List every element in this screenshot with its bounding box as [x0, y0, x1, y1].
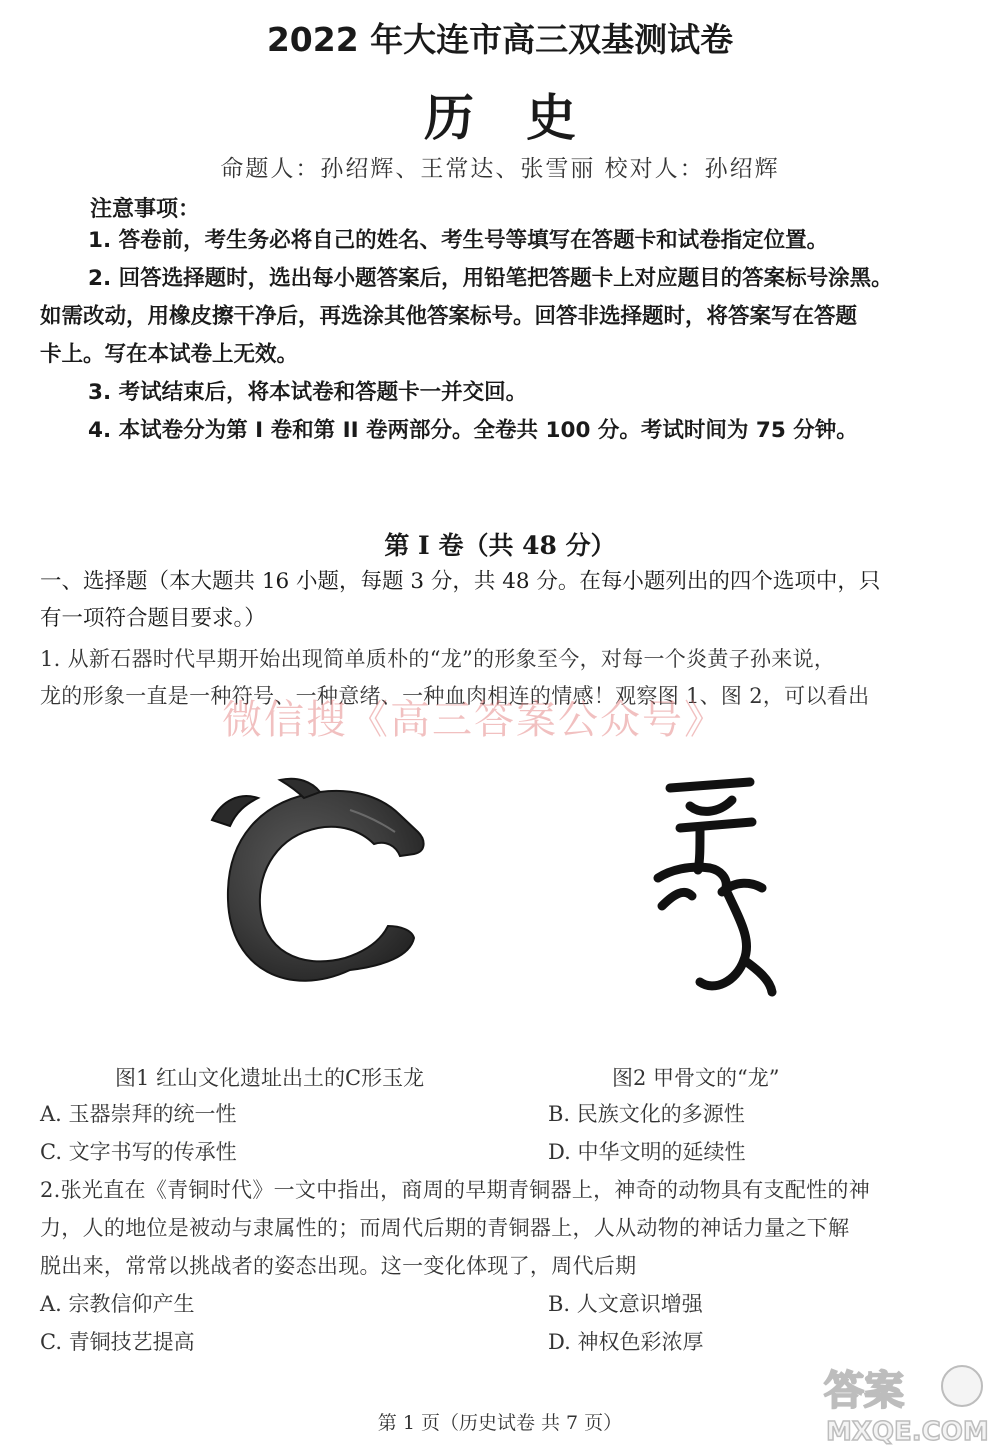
site-logo	[820, 1360, 990, 1448]
q1-option-d[interactable]: D. 中华文明的延续性	[548, 1140, 746, 1164]
logo-text-main: 答案	[824, 1368, 904, 1414]
section-title: 第 I 卷（共 48 分）	[384, 531, 616, 560]
oracle-bone-dragon-figure	[640, 770, 790, 1010]
logo-text-domain: MXQE.COM	[826, 1417, 989, 1447]
q1-line-2: 龙的形象一直是一种符号、一种意绪、一种血肉相连的情感！观察图 1、图 2，可以看出	[40, 684, 870, 708]
note-line-2: 2. 回答选择题时，选出每小题答案后，用铅笔把答题卡上对应题目的答案标号涂黑。	[88, 266, 893, 291]
note-line-4: 卡上。写在本试卷上无效。	[40, 342, 299, 367]
q1-option-b[interactable]: B. 民族文化的多源性	[548, 1102, 745, 1126]
note-line-1: 1. 答卷前，考生务必将自己的姓名、考生号等填写在答题卡和试卷指定位置。	[88, 228, 829, 253]
q2-option-c[interactable]: C. 青铜技艺提高	[40, 1330, 195, 1354]
section-instructions-1: 一、选择题（本大题共 16 小题，每题 3 分，共 48 分。在每小题列出的四个选项中，只	[40, 569, 881, 594]
note-line-5: 3. 考试结束后，将本试卷和答题卡一并交回。	[88, 380, 528, 405]
q1-option-c[interactable]: C. 文字书写的传承性	[40, 1140, 237, 1164]
q2-line-3: 脱出来，常常以挑战者的姿态出现。这一变化体现了，周代后期	[40, 1254, 637, 1278]
q2-option-a[interactable]: A. 宗教信仰产生	[40, 1292, 195, 1316]
notes-heading: 注意事项：	[90, 197, 201, 222]
note-line-3: 如需改动，用橡皮擦干净后，再选涂其他答案标号。回答非选择题时，将答案写在答题	[40, 304, 858, 329]
q1-line-1: 1. 从新石器时代早期开始出现简单质朴的“龙”的形象至今，对每一个炎黄子孙来说，	[40, 647, 836, 671]
jade-dragon-figure	[200, 770, 440, 1010]
page-footer: 第 1 页（历史试卷 共 7 页）	[377, 1412, 623, 1434]
q2-line-1: 2.张光直在《青铜时代》一文中指出，商周的早期青铜器上，神奇的动物具有支配性的神	[40, 1178, 871, 1202]
note-line-6: 4. 本试卷分为第 I 卷和第 II 卷两部分。全卷共 100 分。考试时间为 75 分钟。	[88, 418, 858, 443]
exam-title: 2022 年大连市高三双基测试卷	[266, 20, 734, 59]
fig1-caption: 图1 红山文化遗址出土的C形玉龙	[115, 1066, 425, 1090]
subject-title: 历史	[424, 89, 628, 147]
watermark-text: 微信搜《高三答案公众号》	[222, 697, 726, 743]
section-instructions-2: 有一项符合题目要求。）	[40, 606, 266, 631]
q2-line-2: 力，人的地位是被动与隶属性的；而周代后期的青铜器上，人从动物的神话力量之下解	[40, 1216, 850, 1240]
q2-option-d[interactable]: D. 神权色彩浓厚	[548, 1330, 704, 1354]
q2-option-b[interactable]: B. 人文意识增强	[548, 1292, 703, 1316]
q1-option-a[interactable]: A. 玉器崇拜的统一性	[40, 1102, 237, 1126]
fig2-caption: 图2 甲骨文的“龙”	[612, 1066, 780, 1090]
authors-line: 命题人：孙绍辉、王常达、张雪丽 校对人：孙绍辉	[220, 156, 780, 182]
